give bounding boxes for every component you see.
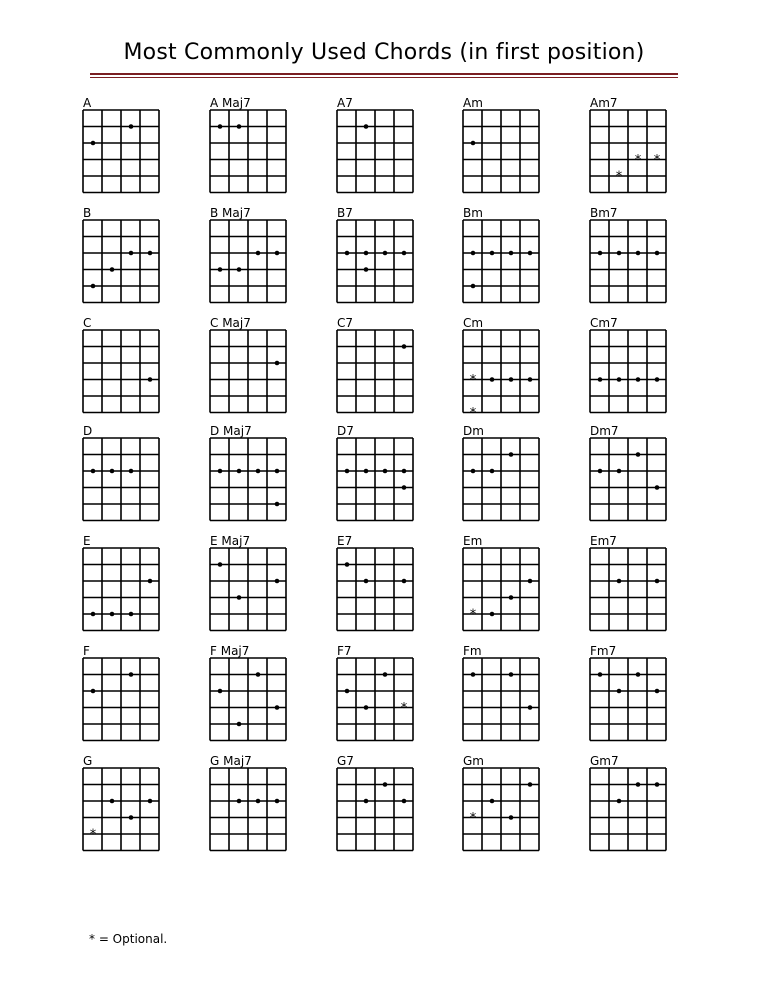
- chord-name: A Maj7: [210, 96, 251, 110]
- finger-dot: [110, 469, 115, 474]
- finger-dot: [364, 799, 369, 804]
- chord-diagram: [589, 219, 667, 304]
- finger-dot: [617, 377, 622, 382]
- chord-diagram: [462, 437, 540, 522]
- chord-diagram: [589, 437, 667, 522]
- chord-name: E: [83, 534, 91, 548]
- finger-dot: [383, 672, 388, 677]
- chord-name: Am7: [590, 96, 618, 110]
- chord-d-maj7: [209, 424, 299, 524]
- chord-f: [82, 644, 172, 744]
- finger-dot: [655, 782, 660, 787]
- chord-name: G: [83, 754, 93, 768]
- chord-dm: [462, 424, 552, 524]
- chord-fm7: [589, 644, 679, 744]
- chord-name: Gm: [463, 754, 484, 768]
- chord-diagram: [209, 657, 287, 742]
- finger-dot: [218, 469, 223, 474]
- finger-dot: [617, 579, 622, 584]
- optional-mark: *: [89, 827, 97, 843]
- finger-dot: [402, 469, 407, 474]
- optional-mark: *: [653, 153, 661, 168]
- finger-dot: [129, 612, 134, 617]
- chord-d7: [336, 424, 426, 524]
- finger-dot: [364, 469, 369, 474]
- chord-name: Cm: [463, 316, 484, 330]
- finger-dot: [237, 267, 242, 272]
- chord-name: B: [83, 206, 92, 220]
- chord-am7: [589, 96, 679, 196]
- chord-e-maj7: [209, 534, 299, 634]
- finger-dot: [275, 579, 280, 584]
- finger-dot: [275, 251, 280, 256]
- chord-diagram: [589, 329, 667, 414]
- finger-dot: [490, 377, 495, 382]
- finger-dot: [383, 469, 388, 474]
- finger-dot: [402, 485, 407, 490]
- chord-cm: [462, 316, 552, 421]
- footnote: * = Optional.: [89, 932, 168, 946]
- finger-dot: [528, 579, 533, 584]
- chord-diagram: [462, 329, 540, 421]
- chord-name: F Maj7: [210, 644, 250, 658]
- finger-dot: [275, 361, 280, 366]
- chord-c-maj7: [209, 316, 299, 416]
- finger-dot: [490, 251, 495, 256]
- finger-dot: [91, 284, 96, 289]
- chord-diagram: [82, 219, 160, 304]
- finger-dot: [129, 251, 134, 256]
- optional-mark: *: [469, 406, 477, 421]
- finger-dot: [256, 251, 261, 256]
- finger-dot: [617, 689, 622, 694]
- chord-b7: [336, 206, 426, 306]
- finger-dot: [91, 612, 96, 617]
- chord-diagram: [82, 329, 160, 414]
- finger-dot: [383, 782, 388, 787]
- finger-dot: [509, 815, 514, 820]
- finger-dot: [91, 141, 96, 146]
- chord-diagram: [336, 329, 414, 414]
- chord-g7: [336, 754, 426, 854]
- finger-dot: [490, 469, 495, 474]
- finger-dot: [364, 579, 369, 584]
- optional-mark: *: [469, 811, 477, 826]
- finger-dot: [91, 469, 96, 474]
- chord-diagram: [82, 767, 160, 852]
- finger-dot: [237, 595, 242, 600]
- chord-name: Em: [463, 534, 483, 548]
- chord-diagram: [589, 767, 667, 852]
- chord-name: Em7: [590, 534, 617, 548]
- chord-diagram: [589, 547, 667, 632]
- chord-name: G Maj7: [210, 754, 252, 768]
- finger-dot: [617, 469, 622, 474]
- chord-name: F7: [337, 644, 352, 658]
- finger-dot: [636, 672, 641, 677]
- finger-dot: [256, 799, 261, 804]
- finger-dot: [598, 469, 603, 474]
- finger-dot: [636, 782, 641, 787]
- chord-em: [462, 534, 552, 634]
- chord-em7: [589, 534, 679, 634]
- chord-name: G7: [337, 754, 354, 768]
- chord-name: B7: [337, 206, 353, 220]
- chord-diagram: [82, 547, 160, 632]
- chord-cm7: [589, 316, 679, 416]
- finger-dot: [148, 799, 153, 804]
- chord-name: E7: [337, 534, 353, 548]
- finger-dot: [218, 124, 223, 129]
- finger-dot: [275, 469, 280, 474]
- finger-dot: [655, 251, 660, 256]
- finger-dot: [598, 672, 603, 677]
- finger-dot: [655, 485, 660, 490]
- chord-e7: [336, 534, 426, 634]
- finger-dot: [110, 267, 115, 272]
- chord-diagram: [462, 547, 540, 632]
- chord-c: [82, 316, 172, 416]
- finger-dot: [129, 469, 134, 474]
- finger-dot: [129, 672, 134, 677]
- title-rule-bottom: [90, 77, 678, 78]
- chord-name: Gm7: [590, 754, 619, 768]
- chord-name: Am: [463, 96, 483, 110]
- finger-dot: [148, 579, 153, 584]
- finger-dot: [528, 705, 533, 710]
- finger-dot: [471, 284, 476, 289]
- chord-name: Bm7: [590, 206, 618, 220]
- chord-a7: [336, 96, 426, 196]
- optional-mark: *: [400, 701, 408, 716]
- chord-diagram: [209, 767, 287, 852]
- finger-dot: [364, 124, 369, 129]
- finger-dot: [237, 722, 242, 727]
- chord-name: B Maj7: [210, 206, 251, 220]
- finger-dot: [655, 579, 660, 584]
- finger-dot: [509, 452, 514, 457]
- finger-dot: [655, 689, 660, 694]
- finger-dot: [129, 124, 134, 129]
- finger-dot: [275, 502, 280, 507]
- finger-dot: [91, 689, 96, 694]
- chord-name: Fm: [463, 644, 482, 658]
- optional-mark: *: [615, 169, 623, 185]
- finger-dot: [402, 251, 407, 256]
- chord-name: D7: [337, 424, 354, 438]
- chord-name: E Maj7: [210, 534, 251, 548]
- chord-diagram: [82, 109, 160, 194]
- chord-g: [82, 754, 172, 854]
- chord-a: [82, 96, 172, 196]
- finger-dot: [237, 469, 242, 474]
- finger-dot: [402, 344, 407, 349]
- chord-diagram: [336, 767, 414, 852]
- optional-mark: *: [469, 607, 477, 623]
- finger-dot: [402, 799, 407, 804]
- finger-dot: [509, 595, 514, 600]
- finger-dot: [636, 251, 641, 256]
- finger-dot: [509, 251, 514, 256]
- finger-dot: [237, 124, 242, 129]
- finger-dot: [617, 251, 622, 256]
- finger-dot: [364, 267, 369, 272]
- chord-b: [82, 206, 172, 306]
- optional-mark: *: [469, 373, 477, 388]
- chord-name: A7: [337, 96, 353, 110]
- chord-gm: [462, 754, 552, 854]
- finger-dot: [617, 799, 622, 804]
- chord-diagram: [82, 657, 160, 742]
- chord-c7: [336, 316, 426, 416]
- finger-dot: [218, 562, 223, 567]
- chord-f-maj7: [209, 644, 299, 744]
- chord-diagram: [462, 109, 540, 194]
- finger-dot: [636, 452, 641, 457]
- finger-dot: [471, 141, 476, 146]
- chord-diagram: [589, 657, 667, 742]
- title-rule-top: [90, 73, 678, 75]
- finger-dot: [364, 251, 369, 256]
- finger-dot: [490, 612, 495, 617]
- finger-dot: [471, 469, 476, 474]
- finger-dot: [509, 377, 514, 382]
- finger-dot: [218, 267, 223, 272]
- chord-diagram: [336, 547, 414, 632]
- chord-diagram: [462, 219, 540, 304]
- chord-diagram: [462, 657, 540, 742]
- finger-dot: [490, 799, 495, 804]
- finger-dot: [364, 705, 369, 710]
- finger-dot: [345, 251, 350, 256]
- chord-e: [82, 534, 172, 634]
- finger-dot: [345, 562, 350, 567]
- chord-diagram: [209, 547, 287, 632]
- chord-name: D Maj7: [210, 424, 252, 438]
- finger-dot: [237, 799, 242, 804]
- chord-gm7: [589, 754, 679, 854]
- finger-dot: [383, 251, 388, 256]
- chord-diagram: [209, 437, 287, 522]
- chord-g-maj7: [209, 754, 299, 854]
- finger-dot: [275, 799, 280, 804]
- chord-diagram: [209, 329, 287, 414]
- finger-dot: [528, 377, 533, 382]
- chord-diagram: [336, 657, 414, 742]
- chord-name: A: [83, 96, 92, 110]
- chord-diagram: [462, 767, 540, 852]
- finger-dot: [528, 251, 533, 256]
- chord-a-maj7: [209, 96, 299, 196]
- finger-dot: [402, 579, 407, 584]
- chord-diagram: [336, 109, 414, 194]
- chord-diagram: [209, 109, 287, 194]
- chord-diagram: [589, 109, 667, 194]
- optional-mark: *: [634, 153, 642, 168]
- finger-dot: [655, 377, 660, 382]
- finger-dot: [148, 251, 153, 256]
- chord-name: Dm7: [590, 424, 619, 438]
- chord-diagram: [336, 219, 414, 304]
- chord-diagram: [209, 219, 287, 304]
- chord-name: F: [83, 644, 90, 658]
- chord-dm7: [589, 424, 679, 524]
- chord-name: Fm7: [590, 644, 617, 658]
- chord-bm7: [589, 206, 679, 306]
- chord-name: C: [83, 316, 92, 330]
- chord-fm: [462, 644, 552, 744]
- chord-b-maj7: [209, 206, 299, 306]
- chord-name: Cm7: [590, 316, 618, 330]
- finger-dot: [345, 689, 350, 694]
- finger-dot: [471, 672, 476, 677]
- chord-bm: [462, 206, 552, 306]
- chord-f7: [336, 644, 426, 744]
- chord-am: [462, 96, 552, 196]
- chord-name: C Maj7: [210, 316, 251, 330]
- finger-dot: [129, 815, 134, 820]
- chord-d: [82, 424, 172, 524]
- finger-dot: [471, 251, 476, 256]
- finger-dot: [256, 672, 261, 677]
- chord-diagram: [82, 437, 160, 522]
- page-title: Most Commonly Used Chords (in first position): [123, 40, 645, 65]
- chord-name: Bm: [463, 206, 483, 220]
- finger-dot: [345, 469, 350, 474]
- finger-dot: [256, 469, 261, 474]
- finger-dot: [275, 705, 280, 710]
- finger-dot: [598, 377, 603, 382]
- finger-dot: [110, 799, 115, 804]
- finger-dot: [218, 689, 223, 694]
- chord-name: Dm: [463, 424, 484, 438]
- finger-dot: [528, 782, 533, 787]
- chord-name: C7: [337, 316, 354, 330]
- finger-dot: [110, 612, 115, 617]
- chord-diagram: [336, 437, 414, 522]
- finger-dot: [148, 377, 153, 382]
- finger-dot: [509, 672, 514, 677]
- finger-dot: [636, 377, 641, 382]
- chord-name: D: [83, 424, 93, 438]
- finger-dot: [598, 251, 603, 256]
